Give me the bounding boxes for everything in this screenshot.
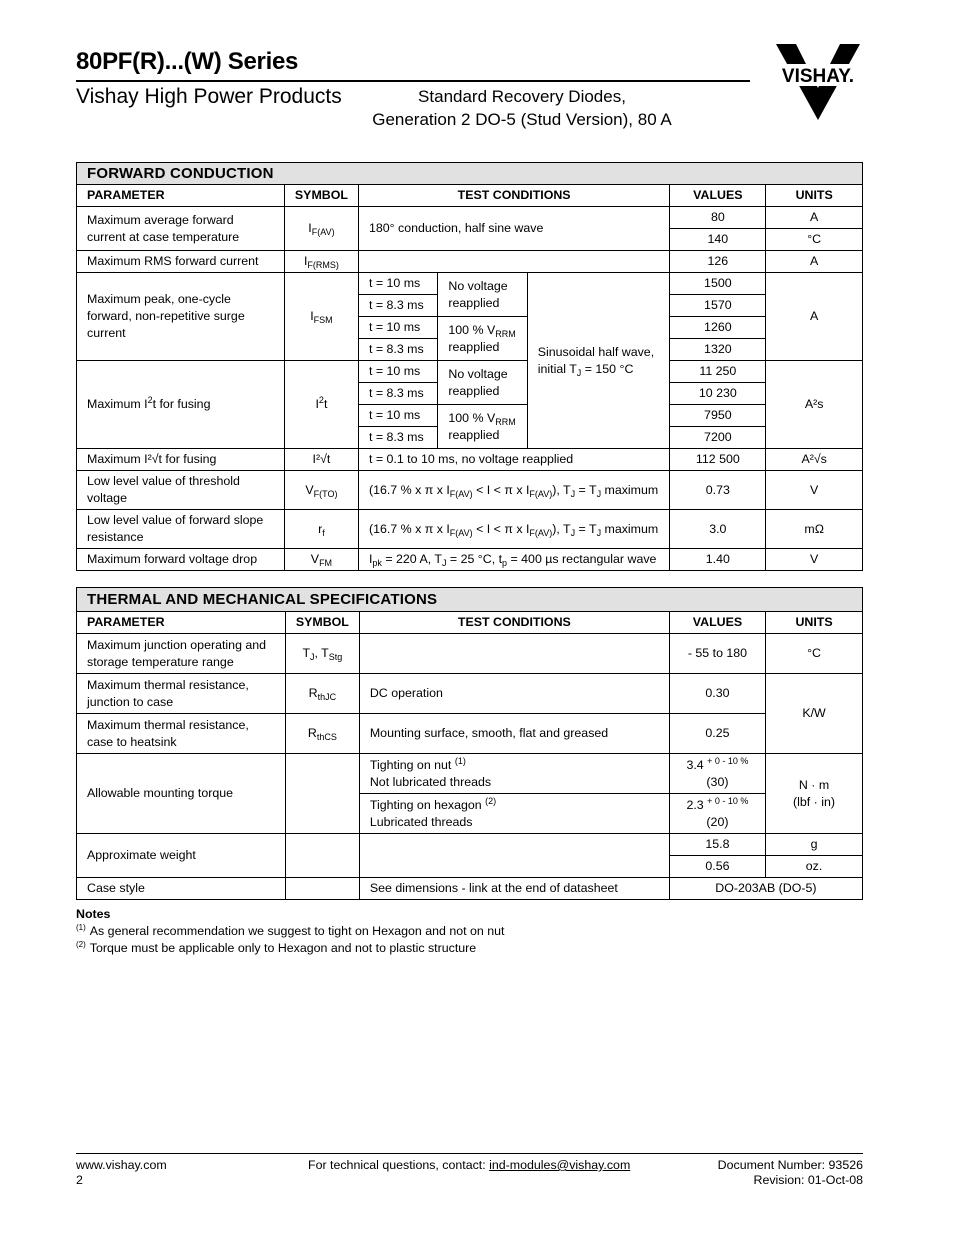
unit-thermal-resistance: K/W	[766, 674, 863, 754]
value-slope-resistance: 3.0	[670, 510, 766, 549]
test-weight-empty	[359, 834, 669, 878]
param-case-style: Case style	[77, 878, 286, 900]
note-1	[76, 923, 504, 940]
unit-weight-g: g	[766, 834, 863, 856]
torque-hex-tolerance: + 0 - 10 %	[707, 795, 749, 806]
footer-contact-email-link[interactable]: ind-modules@vishay.com	[489, 1158, 631, 1172]
company-name: Vishay High Power Products	[76, 85, 342, 108]
time-8-3ms: t = 8.3 ms	[358, 339, 437, 361]
note-ref-1: (1)	[454, 755, 466, 766]
time-8-3ms: t = 8.3 ms	[358, 295, 437, 317]
unit-case-temperature: °C	[766, 229, 863, 251]
subtitle-line-1: Standard Recovery Diodes,	[418, 87, 626, 106]
value-threshold-voltage: 0.73	[670, 471, 766, 510]
footer-website[interactable]: www.vishay.com	[76, 1158, 167, 1172]
value-i2t-3: 7950	[670, 405, 766, 427]
series-title: 80PF(R)...(W) Series	[76, 48, 299, 75]
col-parameter: PARAMETER	[77, 185, 285, 207]
unit-junction-temperature: °C	[766, 634, 863, 674]
value-i2sqrt: 112 500	[670, 449, 766, 471]
test-case-style: See dimensions - link at the end of datasheet	[359, 878, 669, 900]
torque-unit-alt: (lbf · in)	[793, 794, 836, 809]
subtitle-line-2: Generation 2 DO-5 (Stud Version), 80 A	[372, 110, 672, 129]
torque-nut-value: 3.4	[686, 757, 704, 772]
value-torque-nut	[669, 754, 765, 794]
value-avg-current: 80	[670, 207, 766, 229]
col-values: VALUES	[669, 612, 765, 634]
cond-no-voltage: No voltage reapplied	[438, 361, 527, 405]
symbol-i2t: $I^2t$	[284, 361, 358, 449]
symbol-ifsm: $I_{FSM}$	[284, 273, 358, 361]
cond-vrrm-reapplied: 100 % $V_{RRM}$ reapplied	[438, 405, 527, 449]
test-junction-empty	[359, 634, 669, 674]
param-forward-voltage-drop: Maximum forward voltage drop	[77, 549, 285, 571]
unit-rms-current: A	[766, 251, 863, 273]
note-2-mark: (2)	[76, 940, 86, 949]
value-rms-current: 126	[670, 251, 766, 273]
col-units: UNITS	[766, 185, 863, 207]
forward-section-title: FORWARD CONDUCTION	[77, 163, 863, 185]
torque-hex-value: 2.3	[686, 797, 704, 812]
symbol-vf-to: $V_{F(TO)}$	[284, 471, 358, 510]
sinusoidal-text: Sinusoidal half wave, initial T	[537, 344, 655, 376]
unit-i2sqrt: A²√s	[766, 449, 863, 471]
cond-sinusoidal: Sinusoidal half wave, initial $T_J = 150$ °C	[527, 273, 670, 449]
torque-nut-tolerance: + 0 - 10 %	[707, 755, 749, 766]
unit-forward-voltage-drop: V	[766, 549, 863, 571]
col-test-conditions: TEST CONDITIONS	[358, 185, 669, 207]
param-rthcs: Maximum thermal resistance, case to heatsink	[77, 714, 286, 754]
value-i2t-1: 11 250	[670, 361, 766, 383]
col-values: VALUES	[670, 185, 766, 207]
col-symbol: SYMBOL	[284, 185, 358, 207]
test-torque-hexagon	[359, 794, 669, 834]
param-weight: Approximate weight	[77, 834, 286, 878]
symbol-if-av: $I_{F(AV)}$	[284, 207, 358, 251]
torque-hex-sub: Lubricated threads	[369, 814, 473, 829]
footer-right	[640, 1158, 863, 1188]
torque-nut-sub: Not lubricated threads	[369, 774, 492, 789]
param-mounting-torque: Allowable mounting torque	[77, 754, 286, 834]
note-1-mark: (1)	[76, 923, 86, 932]
col-parameter: PARAMETER	[77, 612, 286, 634]
value-i2t-2: 10 230	[670, 383, 766, 405]
value-ifsm-3: 1260	[670, 317, 766, 339]
test-torque-nut	[359, 754, 669, 794]
time-8-3ms: t = 8.3 ms	[358, 383, 437, 405]
col-test-conditions: TEST CONDITIONS	[359, 612, 669, 634]
value-rthjc: 0.30	[669, 674, 765, 714]
unit-slope-resistance: mΩ	[766, 510, 863, 549]
param-i2t-fusing: Maximum $I^2t$ for fusing	[77, 361, 285, 449]
value-case-style: DO-203AB (DO-5)	[669, 878, 862, 900]
param-surge-current: Maximum peak, one-cycle forward, non-repetitive surge current	[77, 273, 285, 361]
time-10ms: t = 10 ms	[358, 273, 437, 295]
footer-left	[76, 1158, 167, 1188]
symbol-rthcs: $R_{thCS}$	[285, 714, 359, 754]
cond-no-voltage: No voltage reapplied	[438, 273, 527, 317]
note-2	[76, 940, 504, 957]
test-rthjc: DC operation	[359, 674, 669, 714]
thermal-mechanical-table	[76, 587, 863, 900]
col-units: UNITS	[766, 612, 863, 634]
param-slope-resistance: Low level value of forward slope resistance	[77, 510, 285, 549]
param-i2sqrt-fusing: Maximum I²√t for fusing	[77, 449, 285, 471]
value-junction-temperature: - 55 to 180	[669, 634, 765, 674]
cond-vrrm-reapplied: 100 % $V_{RRM}$ reapplied	[438, 317, 527, 361]
note-ref-2: (2)	[485, 795, 497, 806]
symbol-if-rms: $I_{F(RMS)}$	[284, 251, 358, 273]
unit-torque	[766, 754, 863, 834]
value-ifsm-1: 1500	[670, 273, 766, 295]
symbol-weight-empty	[285, 834, 359, 878]
torque-nut-label: Tighting on nut	[369, 757, 452, 772]
torque-nut-alt: (30)	[706, 774, 729, 789]
value-case-temperature: 140	[670, 229, 766, 251]
footer-rule	[76, 1153, 863, 1154]
footer-contact	[308, 1158, 630, 1173]
param-rms-forward-current: Maximum RMS forward current	[77, 251, 285, 273]
symbol-i2sqrt: I²√t	[284, 449, 358, 471]
header-rule	[76, 80, 750, 82]
unit-i2t: A²s	[766, 361, 863, 449]
i2t-prefix: Maximum I	[87, 397, 148, 411]
value-torque-hexagon	[669, 794, 765, 834]
unit-ifsm: A	[766, 273, 863, 361]
vrrm-prefix: 100 % V	[448, 410, 496, 425]
torque-hex-label: Tighting on hexagon	[369, 797, 482, 812]
value-weight-g: 15.8	[669, 834, 765, 856]
symbol-tj-tstg: $T_J$, $T_{Stg}$	[285, 634, 359, 674]
param-avg-forward-current: Maximum average forward current at case temperature	[77, 207, 285, 251]
notes-section	[76, 906, 504, 957]
test-slope-resistance: (16.7 % x π x $I_{F(AV)} < I < \pi$ x $I_{F(AV)}$), $T_J = T_J$ maximum	[358, 510, 669, 549]
vrrm-reapplied: reapplied	[448, 427, 500, 442]
notes-title: Notes	[76, 907, 111, 921]
vishay-logo	[770, 44, 866, 120]
vrrm-prefix: 100 % V	[448, 322, 496, 337]
footer-page-number: 2	[76, 1173, 83, 1187]
torque-hex-alt: (20)	[706, 814, 729, 829]
symbol-rthjc: $R_{thJC}$	[285, 674, 359, 714]
forward-conduction-table	[76, 162, 863, 571]
time-8-3ms: t = 8.3 ms	[358, 427, 437, 449]
unit-weight-oz: oz.	[766, 856, 863, 878]
value-i2t-4: 7200	[670, 427, 766, 449]
unit-threshold-voltage: V	[766, 471, 863, 510]
torque-unit: N · m	[798, 777, 830, 792]
vrrm-reapplied: reapplied	[448, 339, 500, 354]
time-10ms: t = 10 ms	[358, 405, 437, 427]
time-10ms: t = 10 ms	[358, 317, 437, 339]
footer-revision: Revision: 01-Oct-08	[753, 1173, 863, 1187]
note-1-text: As general recommendation we suggest to tight on Hexagon and not on nut	[89, 924, 505, 938]
test-rthcs: Mounting surface, smooth, flat and greased	[359, 714, 669, 754]
sinusoidal-tail: = 150 °C	[581, 361, 634, 376]
symbol-case-empty	[285, 878, 359, 900]
param-rthjc: Maximum thermal resistance, junction to case	[77, 674, 286, 714]
thermal-section-title: THERMAL AND MECHANICAL SPECIFICATIONS	[77, 588, 863, 612]
value-rthcs: 0.25	[669, 714, 765, 754]
document-subtitle	[352, 85, 692, 131]
col-symbol: SYMBOL	[285, 612, 359, 634]
logo-text: VISHAY.	[781, 66, 855, 87]
i2t-suffix: t for fusing	[152, 397, 211, 411]
test-rms-empty	[358, 251, 669, 273]
symbol-vfm: $V_{FM}$	[284, 549, 358, 571]
note-2-text: Torque must be applicable only to Hexagon and not to plastic structure	[89, 941, 477, 955]
value-weight-oz: 0.56	[669, 856, 765, 878]
value-ifsm-4: 1320	[670, 339, 766, 361]
test-forward-voltage-drop: $I_{pk} = 220$ A, $T_J = 25$ °C, $t_p = 400$ µs rectangular wave	[358, 549, 669, 571]
symbol-rf: $r_f$	[284, 510, 358, 549]
param-junction-temperature: Maximum junction operating and storage temperature range	[77, 634, 286, 674]
param-threshold-voltage: Low level value of threshold voltage	[77, 471, 285, 510]
footer-document-number: Document Number: 93526	[717, 1158, 863, 1172]
footer-contact-prefix: For technical questions, contact:	[308, 1158, 490, 1172]
test-avg-forward-current: 180° conduction, half sine wave	[358, 207, 669, 251]
value-ifsm-2: 1570	[670, 295, 766, 317]
symbol-torque-empty	[285, 754, 359, 834]
test-i2sqrt: t = 0.1 to 10 ms, no voltage reapplied	[358, 449, 669, 471]
unit-avg-current: A	[766, 207, 863, 229]
value-forward-voltage-drop: 1.40	[670, 549, 766, 571]
test-threshold-voltage: (16.7 % x π x $I_{F(AV)} < I < \pi$ x $I_{F(AV)}$), $T_J = T_J$ maximum	[358, 471, 669, 510]
time-10ms: t = 10 ms	[358, 361, 437, 383]
